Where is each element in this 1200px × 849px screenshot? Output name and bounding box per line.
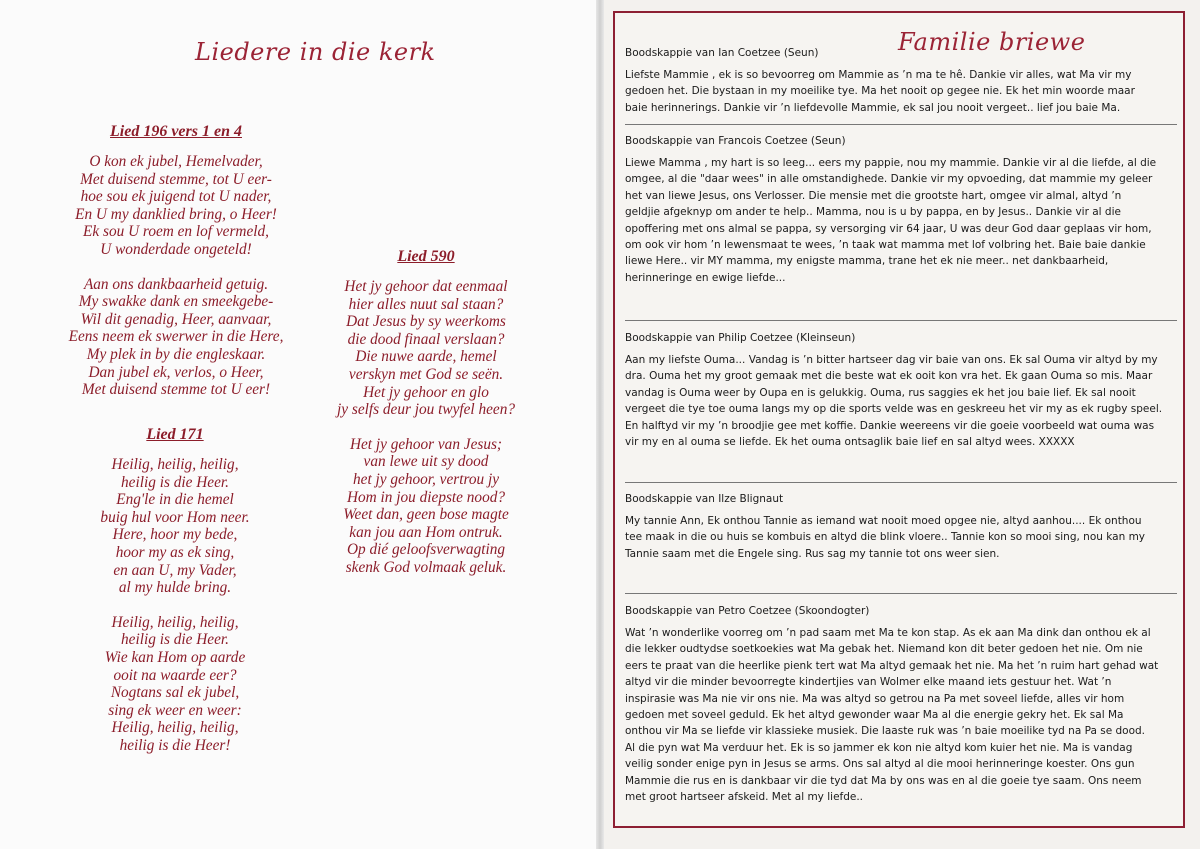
message-line: My tannie Ann, Ek onthou Tannie as iemand wat nooit moed opgee nie, altyd aanhou.... Ek onthou bbox=[625, 515, 1142, 527]
message-line: inspirasie was Ma nie vir ons nie. Ma was altyd so getrou na Pa met soveel liefde, alles vir hom bbox=[625, 692, 1125, 705]
hymn-196 bbox=[48, 123, 304, 416]
message-line: Mammie die rus en is dankbaar vir die tyd dat Ma by ons was en al die goeie tye saam. Ons neem bbox=[625, 774, 1142, 787]
message-body bbox=[625, 67, 1177, 116]
hymn-590 bbox=[308, 248, 544, 594]
hymn-line: Nogtans sal ek jubel, bbox=[110, 684, 240, 702]
hymn-line: heilig is die Heer. bbox=[121, 473, 229, 491]
message-body bbox=[625, 513, 1177, 562]
message-line: dra. Ouma het my groot gemaak met die beste wat ek ooit kon vra het. Ek gaan Ouma so mis. Maar bbox=[625, 370, 1153, 383]
message-body bbox=[625, 625, 1177, 805]
message-line: onthou vir Ma se liefde vir klassieke musiek. Die laaste ruk was ’n baie moeilike tyd na Pa se dood. bbox=[625, 725, 1146, 738]
hymn-line: jy selfs deur jou twyfel heen? bbox=[337, 401, 515, 419]
hymn-verse bbox=[60, 456, 290, 597]
message-block bbox=[625, 135, 1177, 286]
divider bbox=[625, 320, 1177, 321]
hymn-line: die dood finaal verslaan? bbox=[347, 330, 505, 348]
message-body bbox=[625, 352, 1177, 450]
hymn-line: Aan ons dankbaarheid getuig. bbox=[83, 275, 269, 293]
hymn-line: Here, hoor my bede, bbox=[112, 526, 238, 544]
message-line: vergeet die tye toe ouma langs my op die sports velde was en geskreeu het vir my as ek rugby speel. bbox=[625, 403, 1163, 416]
message-line: herinneringe en ewige liefde... bbox=[625, 271, 786, 284]
hymn-line: sing ek weer en weer: bbox=[108, 701, 242, 719]
hymn-line: O kon ek jubel, Hemelvader, bbox=[89, 153, 263, 170]
message-line: Aan my liefste Ouma... Vandag is ’n bitter hartseer dag vir baie van ons. Ek sal Ouma vir altyd by my bbox=[625, 354, 1158, 366]
message-heading: Boodskappie van Philip Coetzee (Kleinseun) bbox=[625, 332, 856, 344]
hymn-verse bbox=[308, 436, 544, 577]
divider bbox=[625, 124, 1177, 125]
message-line: baie herinnerings. Dankie vir ’n liefdevolle Mammie, ek sal jou nooit vergeet.. lief jou baie Ma. bbox=[625, 101, 1121, 114]
hymn-line: Ek sou U roem en lof vermeld, bbox=[83, 223, 269, 241]
hymn-line: Het jy gehoor en glo bbox=[363, 383, 489, 401]
message-line: omgee, al die "daar wees" in alle omstandighede. Dankie vir my opvoeding, dat mammie my geleer bbox=[625, 173, 1153, 186]
hymn-verse bbox=[308, 278, 544, 419]
hymn-line: hoor my as ek sing, bbox=[115, 543, 235, 561]
hymn-line: Wil dit genadig, Heer, aanvaar, bbox=[80, 310, 272, 328]
hymn-line: En U my danklied bring, o Heer! bbox=[75, 205, 277, 223]
message-line: veilig sonder enige pyn in Jesus se arms. Ons sal altyd al die mooi herinneringe koester. Ons gun bbox=[625, 758, 1135, 771]
message-heading: Boodskappie van Ian Coetzee (Seun) bbox=[625, 47, 819, 59]
right-page-title: Familie briewe bbox=[898, 28, 1086, 56]
message-block bbox=[625, 493, 1177, 562]
message-line: vir my en al ouma se liefde. Ek het ouma ontsaglik baie lief en sal altyd wees. XXXXX bbox=[625, 436, 1075, 449]
message-line: opoffering met ons almal se pappa, sy versorging vir 64 jaar, U was deur God daar geplaas vir hom, bbox=[625, 222, 1152, 235]
message-line: En halftyd vir my ’n broodjie gee met koffie. Dankie weereens vir die goeie voorbeeld wat ouma was bbox=[625, 419, 1155, 432]
message-block bbox=[625, 332, 1177, 450]
hymn-line: verskyn met God se seën. bbox=[348, 365, 504, 383]
message-line: met groot hartseer afskeid. Met al my liefde.. bbox=[625, 791, 864, 804]
hymn-line: hier alles nuut sal staan? bbox=[348, 295, 504, 313]
hymn-line: van lewe uit sy dood bbox=[363, 453, 489, 471]
message-line: die lekker oudtydse soetkoekies wat Ma gebak het. Niemand kon dit beter gedoen het nie. Om nie bbox=[625, 643, 1143, 656]
message-line: Liewe Mamma , my hart is so leeg... eers my pappie, nou my mammie. Dankie vir al die liefde, al die bbox=[625, 157, 1157, 169]
hymn-line: heilig is die Heer! bbox=[119, 736, 231, 754]
hymn-verse bbox=[60, 614, 290, 755]
hymn-line: ooit na waarde eer? bbox=[113, 666, 237, 684]
hymn-line: Eens neem ek swerwer in die Here, bbox=[68, 328, 284, 346]
message-body bbox=[625, 155, 1177, 286]
message-line: geldjie afgeknyp om ander te help.. Mamma, nou is u by pappa, en by Jesus.. Dankie vir al die bbox=[625, 206, 1121, 219]
letters-frame bbox=[613, 11, 1185, 828]
hymn-line: al my hulde bring. bbox=[118, 579, 232, 597]
hymn-171 bbox=[60, 426, 290, 772]
hymn-line: Met duisend stemme, tot U eer- bbox=[80, 170, 272, 188]
hymn-line: Op dié geloofsverwagting bbox=[346, 541, 506, 559]
hymn-line: Dat Jesus by sy weerkoms bbox=[346, 313, 506, 331]
hymn-line: het jy gehoor, vertrou jy bbox=[353, 470, 499, 488]
hymn-heading: Lied 171 bbox=[146, 426, 204, 443]
hymn-line: Heilig, heilig, heilig, bbox=[111, 719, 239, 737]
hymn-line: hoe sou ek juigend tot U nader, bbox=[80, 188, 272, 206]
message-line: Al die pyn wat Ma verduur het. Ek is so jammer ek kon nie altyd kom kuier het nie. Ma is vandag bbox=[625, 741, 1133, 754]
message-line: Liefste Mammie , ek is so bevoorreg om Mammie as ’n ma te hê. Dankie vir alles, wat Ma vir my bbox=[625, 69, 1132, 81]
message-line: liewe Here.. vir MY mamma, my enigste mamma, trane het ek nie meer.. net dankbaarheid, bbox=[625, 255, 1109, 268]
hymn-line: Hom in jou diepste nood? bbox=[346, 488, 506, 506]
hymn-line: Het jy gehoor van Jesus; bbox=[349, 435, 503, 453]
book-spine bbox=[596, 0, 604, 849]
message-line: gedoen het. Die bystaan in my moeilike tye. Ma het nooit op gegee nie. Ek het min woorde maar bbox=[625, 85, 1135, 98]
hymn-line: Heilig, heilig, heilig, bbox=[111, 613, 239, 631]
hymn-line: heilig is die Heer. bbox=[121, 631, 229, 649]
message-line: tee maak in die ou huis se kombuis en altyd die blink vloere.. Tannie kon so mooi sing, nou kan my bbox=[625, 531, 1146, 544]
divider bbox=[625, 593, 1177, 594]
hymn-line: My plek in by die engleskaar. bbox=[86, 345, 266, 363]
hymn-verse bbox=[48, 153, 304, 259]
hymn-heading: Lied 196 vers 1 en 4 bbox=[110, 123, 242, 140]
hymn-line: buig hul voor Hom neer. bbox=[100, 508, 250, 526]
message-line: het van liewe Jesus, ons Verlosser. Die mensie met die grootste hart, omgee vir almal, altyd ’n bbox=[625, 189, 1122, 202]
message-heading: Boodskappie van Petro Coetzee (Skoondogter) bbox=[625, 605, 870, 617]
message-block bbox=[625, 47, 1177, 116]
hymn-line: Dan jubel ek, verlos, o Heer, bbox=[88, 363, 264, 381]
message-line: om ook vir hom ’n lewensmaat te wees, ’n taak wat mamma met lof volbring het. Baie baie dankie bbox=[625, 239, 1146, 252]
message-block bbox=[625, 605, 1177, 805]
message-line: vandag is Ouma weer by Oupa en is gelukkig. Ouma, rus saggies ek het jou baie lief. Ek sal nooit bbox=[625, 386, 1136, 399]
hymn-line: My swakke dank en smeekgebe- bbox=[78, 293, 274, 311]
message-line: Tannie saam met die Engele sing. Rus sag my tannie tot ons weer sien. bbox=[625, 547, 1000, 560]
hymn-line: U wonderdade ongeteld! bbox=[100, 240, 252, 258]
hymn-verse bbox=[48, 276, 304, 399]
hymn-line: Weet dan, geen bose magte bbox=[343, 506, 509, 524]
hymn-line: Eng'le in die hemel bbox=[116, 491, 234, 509]
left-page-title: Liedere in die kerk bbox=[195, 38, 436, 66]
message-line: Wat ’n wonderlike voorreg om ’n pad saam met Ma te kon stap. As ek aan Ma dink dan onthou ek al bbox=[625, 627, 1151, 639]
hymn-line: kan jou aan Hom ontruk. bbox=[349, 523, 503, 541]
hymn-line: Het jy gehoor dat eenmaal bbox=[344, 278, 508, 295]
hymn-line: en aan U, my Vader, bbox=[113, 561, 237, 579]
divider bbox=[625, 482, 1177, 483]
hymn-line: skenk God volmaak geluk. bbox=[345, 558, 507, 576]
hymn-line: Met duisend stemme tot U eer! bbox=[81, 381, 271, 399]
hymn-heading: Lied 590 bbox=[397, 248, 455, 265]
message-line: eers te praat van die heerlike pienk tert wat Ma altyd gemaak het nie. Ma het ’n ruim hart gehad wat bbox=[625, 659, 1159, 672]
hymn-line: Wie kan Hom op aarde bbox=[104, 648, 246, 666]
hymn-line: Die nuwe aarde, hemel bbox=[355, 348, 497, 366]
hymn-line: Heilig, heilig, heilig, bbox=[111, 456, 239, 473]
message-line: gedoen met soveel geduld. Ek het altyd gewonder waar Ma al die energie gekry het. Ek sal Ma bbox=[625, 709, 1124, 722]
message-line: altyd vir die minder bevoorregte kindertjies van Wolmer elke maand iets gestuur het. Wat ’n bbox=[625, 676, 1112, 689]
message-heading: Boodskappie van Francois Coetzee (Seun) bbox=[625, 135, 846, 147]
message-heading: Boodskappie van Ilze Blignaut bbox=[625, 493, 784, 505]
